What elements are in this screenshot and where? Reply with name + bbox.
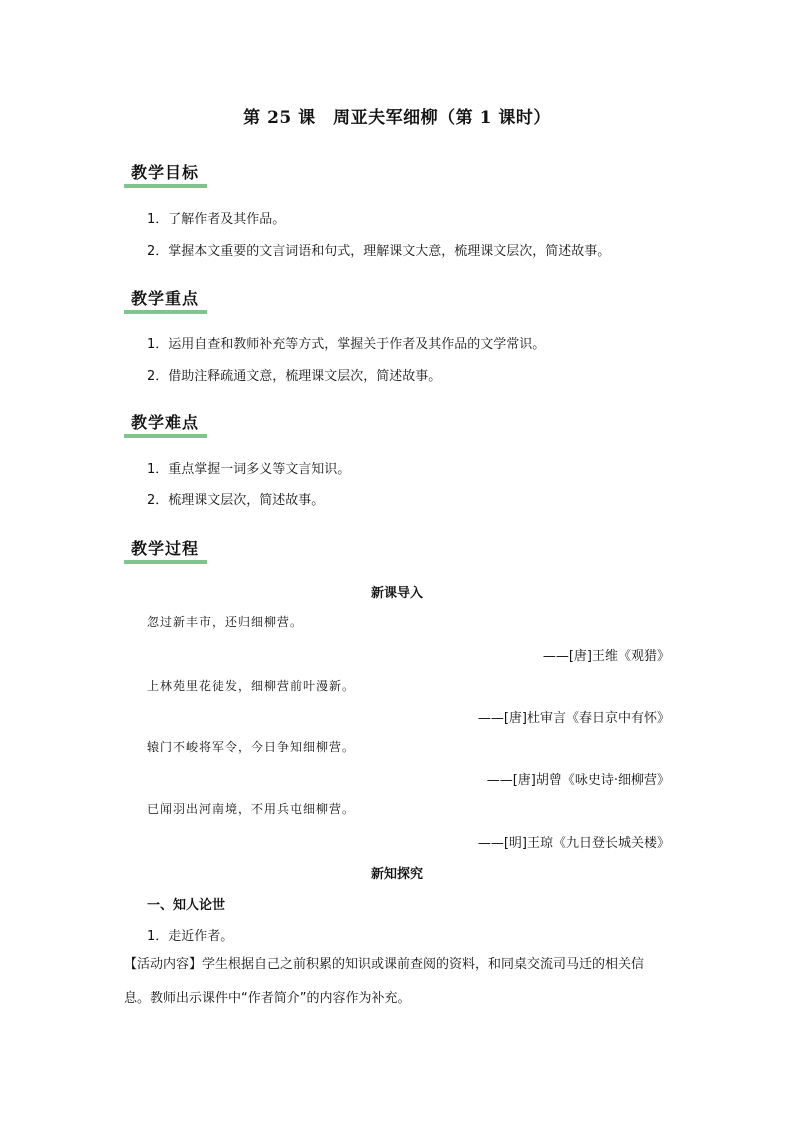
poem-source-1: ——[唐]王维《观猎》 xyxy=(542,649,670,664)
key-point-item-1: 1．运用自查和教师补充等方式，掌握关于作者及其作品的文学常识。 xyxy=(147,337,546,352)
section-heading-process: 教学过程 xyxy=(124,536,207,564)
activity-paragraph xyxy=(124,948,670,1016)
goal-item-2: 2．掌握本文重要的文言词语和句式，理解课文大意，梳理课文层次，简述故事。 xyxy=(147,244,611,259)
section-heading-goals: 教学目标 xyxy=(124,160,207,188)
section-goals xyxy=(124,160,207,188)
difficulty-item-2: 2．梳理课文层次，简述故事。 xyxy=(147,493,325,508)
subsection-heading: 一、知人论世 xyxy=(147,898,226,913)
key-point-item-2: 2．借助注释疏通文意，梳理课文层次，简述故事。 xyxy=(147,369,442,384)
section-heading-difficulties: 教学难点 xyxy=(124,410,207,438)
poem-source-2: ——[唐]杜审言《春日京中有怀》 xyxy=(477,711,670,726)
section-process xyxy=(124,536,207,564)
section-heading-key-points: 教学重点 xyxy=(124,286,207,314)
poem-source-3: ——[唐]胡曾《咏史诗·细柳营》 xyxy=(486,773,670,788)
poem-line-2: 上林苑里花徒发，细柳营前叶漫新。 xyxy=(147,679,356,693)
difficulty-item-1: 1．重点掌握一词多义等文言知识。 xyxy=(147,462,351,477)
intro-heading: 新课导入 xyxy=(370,586,423,601)
goal-item-1: 1．了解作者及其作品。 xyxy=(147,212,286,227)
subsection-item-1: 1．走近作者。 xyxy=(147,929,234,944)
poem-line-3: 辕门不峻将军令，今日争知细柳营。 xyxy=(147,740,356,754)
poem-line-1: 忽过新丰市，还归细柳营。 xyxy=(147,615,304,629)
activity-text: 学生根据自己之前积累的知识或课前查阅的资料，和同桌交流司马迁的相关信息。教师出示课件中“作者简介”的内容作为补充。 xyxy=(124,957,645,1006)
explore-heading: 新知探究 xyxy=(370,867,423,882)
poem-line-4: 已闻羽出河南境，不用兵屯细柳营。 xyxy=(147,802,356,816)
section-difficulties xyxy=(124,410,207,438)
page-title: 第 25 课 周亚夫军细柳（第 1 课时） xyxy=(243,108,551,128)
section-key-points xyxy=(124,286,207,314)
activity-label: 【活动内容】 xyxy=(124,957,203,972)
poem-source-4: ——[明]王琼《九日登长城关楼》 xyxy=(477,836,670,851)
